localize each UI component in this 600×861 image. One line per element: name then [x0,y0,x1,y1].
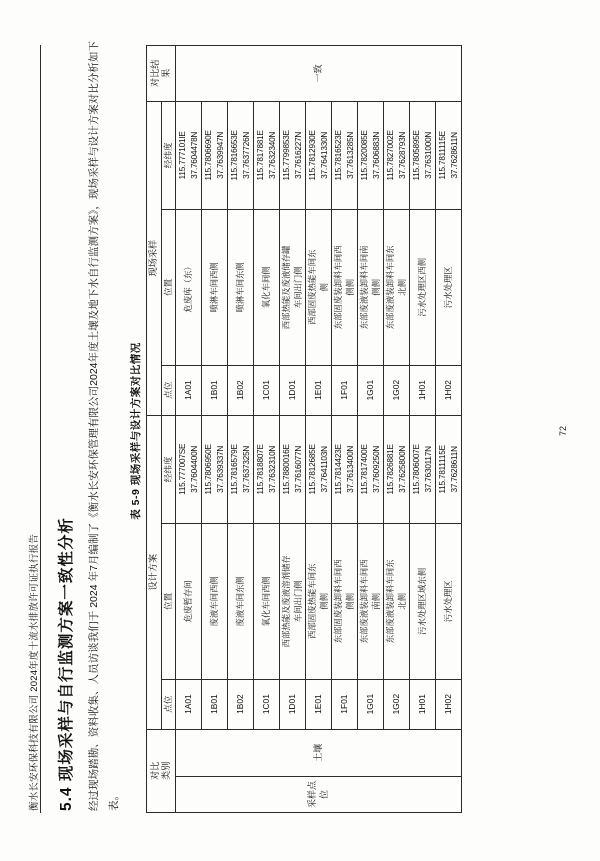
page-number: 72 [558,425,568,436]
cell-design-position: 东部废液装卸料车间西 南侧 [358,523,384,679]
cell-site-position: 东部废液装卸料车间东 北侧 [384,209,410,365]
cell-site-coordinate: 115.7806690E 37.7639947N [202,101,228,209]
cell-site-position: 氧化车间侧 [254,209,280,365]
cell-design-point: 1E01 [306,679,332,729]
table-body [176,45,462,812]
cell-design-point: 1B02 [228,679,254,729]
cell-site-point: 1B01 [202,365,228,415]
cell-design-position: 东部固废装卸料车间西 侧侧 [332,523,358,679]
cell-site-coordinate: 115.7812930E 37.7641330N [306,101,332,209]
cell-design-point: 1H01 [410,679,436,729]
cell-design-coordinate: 115.7816579E 37.7637325N [228,415,254,523]
table-row [254,45,280,812]
cell-design-coordinate: 115.7818807E 37.7632310N [254,415,280,523]
cell-design-coordinate: 115.7812685E 37.7641103N [306,415,332,523]
cell-site-coordinate: 115.7820085E 37.7606883N [358,101,384,209]
page-content-rotated [10,11,590,851]
cell-design-coordinate: 115.7806950E 37.7639337N [202,415,228,523]
cell-design-coordinate: 115.7806007E 37.7630117N [410,415,436,523]
cell-design-coordinate: 115.7880016E 37.7616077N [280,415,306,523]
cell-design-position: 污水处理区 [436,523,462,679]
cell-site-position: 危废库（东） [176,209,202,365]
row-group-label: 采样点位 [176,776,462,812]
cell-design-position: 危废暂存间 [176,523,202,679]
header-design-group: 设计方案 [147,415,162,729]
header-site-point: 点位 [161,365,176,415]
table-caption: 表 5-9 现场采样与设计方案对比情况 [130,341,142,520]
cell-design-coordinate: 115.777007SE 37.7604400N [176,415,202,523]
cell-design-coordinate: 115.7811115E 37.7628611N [436,415,462,523]
document-header: 衡水长安环保科技有限公司 2024年度十流水排放许可证执行报告 [29,533,40,811]
cell-site-position: 西部固废热能车间东 侧 [306,209,332,365]
header-site-group: 现场采样 [147,101,162,415]
cell-site-point: 1B02 [228,365,254,415]
cell-site-position: 东部废液装卸料车间南 侧侧 [358,209,384,365]
header-category-group: 对比 类别 [147,729,176,812]
cell-site-coordinate: 115.7817881E 37.7632340N [254,101,280,209]
cell-design-point: 1F01 [332,679,358,729]
header-design-point: 点位 [161,679,176,729]
cell-design-coordinate: 115.7817400E 37.7609250N [358,415,384,523]
comparison-table [146,45,462,813]
cell-site-point: 1C01 [254,365,280,415]
cell-design-point: 1G01 [358,679,384,729]
cell-site-position: 喷淋车间东侧 [228,209,254,365]
cell-site-position: 喷淋车间西侧 [202,209,228,365]
header-rule [40,45,41,813]
table-row [332,45,358,812]
cell-site-point: 1G01 [358,365,384,415]
header-design-coordinate: 经纬度 [161,415,176,523]
cell-design-point: 1C01 [254,679,280,729]
cell-design-point: 1B01 [202,679,228,729]
cell-design-position: 废液车间西侧 [202,523,228,679]
header-site-coordinate: 经纬度 [161,101,176,209]
cell-site-coordinate: 115.7827002E 37.7628793N [384,101,410,209]
cell-site-coordinate: 115.777101IE 37.7604478N [176,101,202,209]
table-row [306,45,332,812]
cell-site-position: 东部固废装卸料车间西 侧侧 [332,209,358,365]
row-subgroup-label: 土壤 [176,729,462,776]
section-title: 5.4 现场采样与自行监测方案一致性分析 [58,516,75,811]
cell-design-position: 东部废液装卸料车间东 北侧 [384,523,410,679]
cell-design-point: 1D01 [280,679,306,729]
cell-design-point: 1G02 [384,679,410,729]
cell-site-position: 污水处理区西侧 [410,209,436,365]
table-row [436,45,462,812]
cell-result: 一致 [176,45,462,101]
section-paragraph: 经过现场踏勘、资料收集、人员访谈我们于 2024 年7月编制了《衡水长安环保管理有限公司2024年度土壤及地下水自行监测方案》，现场采样与设计方案对比分析如下表。 [88,40,120,811]
table-row [410,45,436,812]
cell-site-coordinate: 115.7816523E 37.7613285N [332,101,358,209]
table-row [280,45,306,812]
table-row [358,45,384,812]
cell-site-position: 西部热能及废液储存罐 车间出门侧 [280,209,306,365]
cell-site-position: 污水处理区 [436,209,462,365]
header-site-position: 位置 [161,209,176,365]
cell-design-coordinate: 115.7814423E 37.7613400N [332,415,358,523]
cell-site-coordinate: 115.7805895E 37.7631000N [410,101,436,209]
cell-site-point: 1D01 [280,365,306,415]
table-row [228,45,254,812]
table-row [384,45,410,812]
cell-design-point: 1H02 [436,679,462,729]
cell-design-position: 氧化车间西侧 [254,523,280,679]
cell-design-position: 西部固废热能车间东 侧侧 [306,523,332,679]
table-header-row-2 [161,45,176,812]
cell-site-coordinate: 115.7816653E 37.7637726N [228,101,254,209]
cell-site-coordinate: 115.7811115E 37.7628611N [436,101,462,209]
cell-design-point: 1A01 [176,679,202,729]
cell-site-point: 1F01 [332,365,358,415]
cell-site-point: 1A01 [176,365,202,415]
cell-site-point: 1G02 [384,365,410,415]
header-result-group: 对比结 果 [147,45,176,101]
cell-design-position: 废液车间东侧 [228,523,254,679]
cell-site-point: 1H01 [410,365,436,415]
cell-design-position: 西部热能及废液溶剂储存 车间出门侧 [280,523,306,679]
header-design-position: 位置 [161,523,176,679]
table-row [202,45,228,812]
cell-site-point: 1E01 [306,365,332,415]
table-row [176,45,202,812]
table-header-row-1 [147,45,162,812]
cell-design-position: 污水处理区域东侧 [410,523,436,679]
cell-site-point: 1H02 [436,365,462,415]
cell-design-coordinate: 115.7826881E 37.7625800N [384,415,410,523]
cell-site-coordinate: 115.7799853E 37.7616227N [280,101,306,209]
